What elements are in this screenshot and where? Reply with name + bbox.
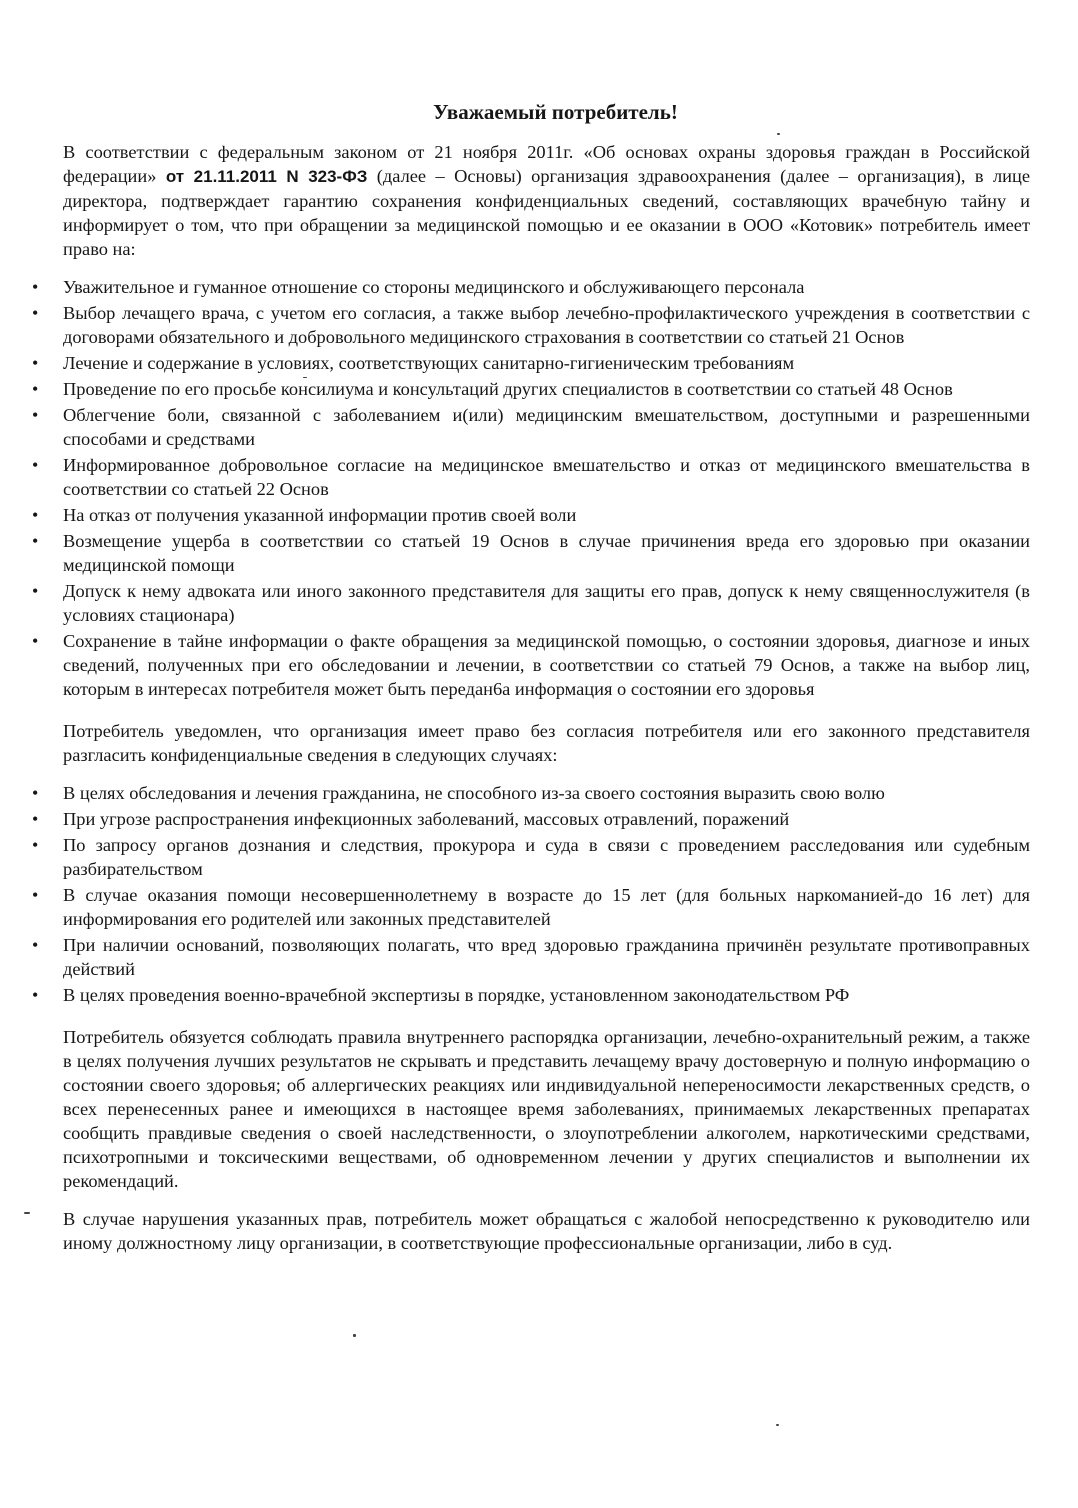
list-item: • На отказ от получения указанной информации против своей воли <box>63 503 1030 527</box>
disclosure-intro-paragraph: Потребитель уведомлен, что организация имеет право без согласия потребителя или его законного представителя разгласить конфиденциальные сведения в следующих случаях: <box>63 721 1030 765</box>
scan-speck <box>777 133 780 135</box>
list-item: • По запросу органов дознания и следствия, прокурора и суда в связи с проведением расследования или судебным разбирательством <box>63 833 1030 881</box>
scan-speck <box>24 1212 30 1214</box>
list-item: • Проведение по его просьбе консилиума и консультаций других специалистов в соответствии со статьей 48 Основ <box>63 377 1030 401</box>
list-item: • В случае оказания помощи несовершеннолетнему в возрасте до 15 лет (для больных наркоманией-до 16 лет) для информирования его родителей или законных представителей <box>63 883 1030 931</box>
list-item: • При наличии оснований, позволяющих полагать, что вред здоровью гражданина причинён результате противоправных действий <box>63 933 1030 981</box>
list-item: • Облегчение боли, связанной с заболеванием и(или) медицинским вмешательством, доступными и разрешенными способами и средствами <box>63 403 1030 451</box>
list-item: • Допуск к нему адвоката или иного законного представителя для защиты его прав, допуск к нему священнослужителя (в условиях стационара) <box>63 579 1030 627</box>
list-item: • Возмещение ущерба в соответствии со статьей 19 Основ в случае причинения вреда его здоровью при оказании медицинской помощи <box>63 529 1030 577</box>
list-item: • В целях проведения военно-врачебной экспертизы в порядке, установленном законодательством РФ <box>63 983 1030 1007</box>
list-item: • Выбор лечащего врача, с учетом его согласия, а также выбор лечебно-профилактического учреждения в соответствии с договорами обязательного и добровольного медицинского страхования в соответствии со статьей 21 Основ <box>63 301 1030 349</box>
obligations-paragraph: Потребитель обязуется соблюдать правила внутреннего распорядка организации, лечебно-охранительный режим, а также в целях получения лучших результатов не скрывать и представить лечащему врачу достоверную и полную информацию о состоянии своего здоровья; об аллергических реакциях или индивидуальной непереносимости лекарственных средств, о всех перенесенных ранее и имеющихся в настоящее время заболеваниях, принимаемых лекарственных препаратах сообщить правдивые сведения о своей наследственности, о злоупотреблении алкоголем, наркотическими средствами, психотропными и токсическими веществами, об одновременном лечении у других специалистов и выполнении их рекомендаций. <box>63 1027 1030 1191</box>
intro-paragraph <box>63 140 1030 261</box>
disclosure-cases-list <box>63 781 1030 1007</box>
list-item: • Сохранение в тайне информации о факте обращения за медицинской помощью, о состоянии здоровья, диагнозе и иных сведений, полученных при его обследовании и лечении, в соответствии со статьей 79 Основ, а также на выбор лиц, которым в интересах потребителя может быть передан6а информация о состоянии его здоровья <box>63 629 1030 701</box>
list-item: • Лечение и содержание в условиях, соответствующих санитарно-гигиеническим требованиям <box>63 351 1030 375</box>
scan-speck <box>776 1424 779 1426</box>
complaint-paragraph: В случае нарушения указанных прав, потребитель может обращаться с жалобой непосредственно к руководителю или иному должностному лицу организации, в соответствующие профессиональные организации, либо в суд. <box>63 1209 1030 1253</box>
consumer-rights-list <box>63 275 1030 701</box>
intro-text-end: (далее – Основы) организация здравоохранения (далее – организация), в лице директора, подтверждает гарантию сохранения конфиденциальных сведений, составляющих врачебную тайну и информирует о том, что при обращении за медицинской помощью и ее оказании в ООО «Котовик» потребитель имеет право на: <box>63 166 1030 259</box>
scan-speck <box>353 1334 356 1337</box>
list-item: • В целях обследования и лечения гражданина, не способного из-за своего состояния выразить свою волю <box>63 781 1030 805</box>
document-title: Уважаемый потребитель! <box>433 100 678 124</box>
list-item: • Информированное добровольное согласие на медицинское вмешательство и отказ от медицинского вмешательства в соответствии со статьей 22 Основ <box>63 453 1030 501</box>
list-item: • При угрозе распространения инфекционных заболеваний, массовых отравлений, поражений <box>63 807 1030 831</box>
list-item: • Уважительное и гуманное отношение со стороны медицинского и обслуживающего персонала <box>63 275 1030 299</box>
scan-speck <box>303 377 307 378</box>
intro-text-start: В соответствии с федеральным законом от 21 ноября 2011г. «Об основах охраны здоровья граждан в Российской федерации» <box>63 142 1030 186</box>
law-reference: от 21.11.2011 N 323-ФЗ <box>165 167 368 186</box>
